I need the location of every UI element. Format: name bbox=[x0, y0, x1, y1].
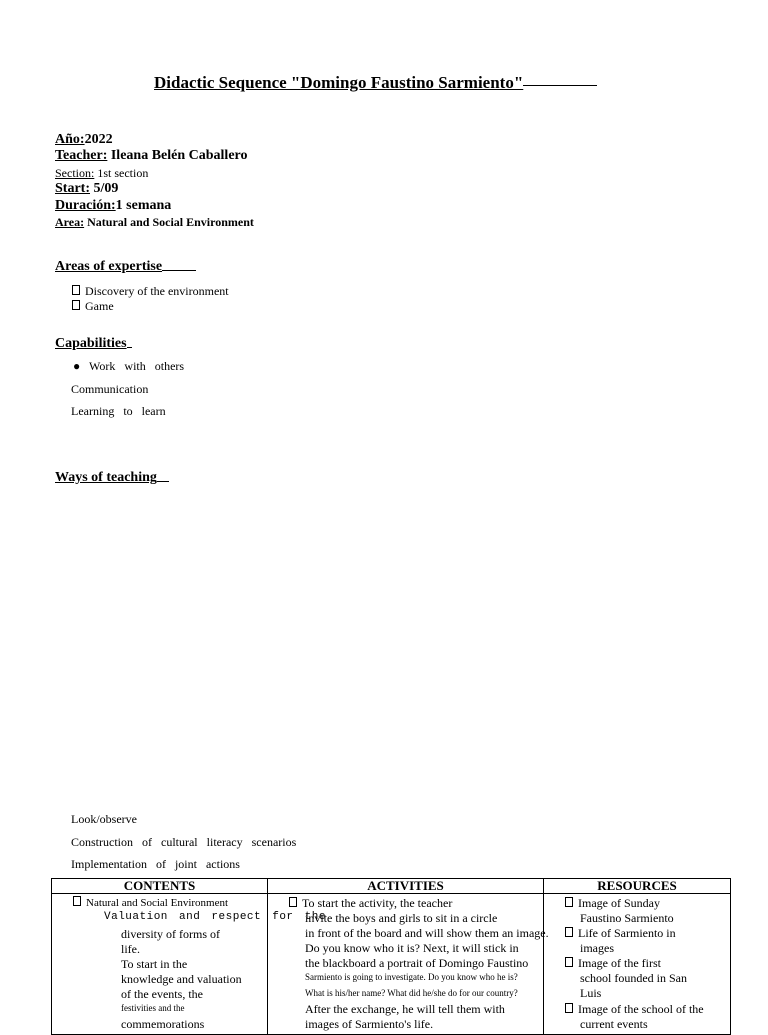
expertise-item-label: Discovery of the environment bbox=[85, 284, 229, 298]
capabilities-heading bbox=[55, 336, 132, 352]
capability-item bbox=[71, 404, 166, 419]
activities-column-header: ACTIVITIES bbox=[268, 879, 544, 894]
activities-line: the blackboard a portrait of Domingo Faustino bbox=[305, 956, 529, 970]
teaching-heading-tail bbox=[157, 481, 169, 482]
duration-line bbox=[55, 198, 171, 214]
contents-line bbox=[73, 896, 228, 909]
area-line bbox=[55, 215, 254, 230]
activities-line: What is his/her name? What did he/she do for our country? bbox=[305, 988, 518, 998]
resources-line: images bbox=[580, 941, 614, 955]
start-line bbox=[55, 181, 118, 197]
resources-cell bbox=[544, 894, 731, 1035]
contents-line: of the events, the bbox=[121, 987, 203, 1001]
page-title bbox=[154, 73, 597, 93]
teacher-label: Teacher: bbox=[55, 148, 108, 163]
activities-cell bbox=[268, 894, 549, 1035]
activities-line: invite the boys and girls to sit in a circle bbox=[305, 911, 498, 925]
contents-cell bbox=[52, 894, 326, 1035]
expertise-item bbox=[72, 299, 114, 314]
title-underline-tail bbox=[523, 85, 597, 86]
activities-line bbox=[289, 896, 452, 911]
teacher-value: Ileana Belén Caballero bbox=[110, 148, 248, 163]
activities-line: Do you know who it is? Next, it will stick in bbox=[305, 941, 519, 955]
section-label: Section: bbox=[55, 166, 95, 180]
activities-line: in front of the board and will show them an image. bbox=[305, 926, 549, 940]
duration-value: 1 semana bbox=[115, 198, 172, 213]
contents-line: festivities and the bbox=[121, 1003, 185, 1013]
checkbox-square-icon bbox=[565, 897, 573, 907]
resources-line bbox=[565, 926, 676, 941]
sequence-table bbox=[51, 878, 731, 1035]
year-value: 2022 bbox=[84, 132, 113, 147]
start-value: 5/09 bbox=[93, 181, 119, 196]
bullet-icon: ● bbox=[73, 359, 81, 373]
checkbox-square-icon bbox=[73, 896, 81, 906]
capabilities-heading-text: Capabilities bbox=[55, 336, 127, 351]
capability-item bbox=[73, 359, 184, 374]
activities-line: images of Sarmiento's life. bbox=[305, 1017, 434, 1031]
checkbox-square-icon bbox=[565, 1003, 573, 1013]
resources-line-text: Image of Sunday bbox=[578, 896, 660, 910]
checkbox-square-icon bbox=[72, 285, 80, 295]
area-value: Natural and Social Environment bbox=[87, 215, 254, 229]
section-line bbox=[55, 166, 148, 181]
title-text: Didactic Sequence "Domingo Faustino Sarmiento" bbox=[154, 73, 524, 92]
capability-item-label: Learning to learn bbox=[71, 404, 166, 418]
resources-line-text: Image of the first bbox=[578, 956, 661, 970]
contents-line: commemorations bbox=[121, 1017, 205, 1031]
capability-item bbox=[71, 382, 148, 397]
teaching-item-label: Implementation of joint actions bbox=[71, 857, 240, 871]
teacher-line bbox=[55, 148, 248, 164]
teaching-heading bbox=[55, 470, 169, 486]
capability-item-label: Communication bbox=[71, 382, 149, 396]
teaching-item bbox=[71, 812, 137, 827]
teaching-item bbox=[71, 857, 240, 872]
table-row bbox=[52, 894, 731, 1035]
resources-column-header: RESOURCES bbox=[544, 879, 731, 894]
contents-line: To start in the bbox=[121, 957, 188, 971]
resources-line bbox=[565, 956, 661, 971]
start-label: Start: bbox=[55, 181, 90, 196]
contents-line: life. bbox=[121, 942, 140, 956]
capabilities-heading-tail bbox=[127, 347, 132, 348]
teaching-item-label: Construction of cultural literacy scenarios bbox=[71, 835, 297, 849]
contents-line: knowledge and valuation bbox=[121, 972, 242, 986]
resources-line-text: Life of Sarmiento in bbox=[578, 926, 676, 940]
contents-line: Valuation and respect for the bbox=[104, 911, 326, 923]
contents-line: diversity of forms of bbox=[121, 927, 220, 941]
teaching-item-label: Look/observe bbox=[71, 812, 137, 826]
capability-item-label: Work with others bbox=[89, 359, 185, 373]
resources-line: school founded in San bbox=[580, 971, 687, 985]
checkbox-square-icon bbox=[72, 300, 80, 310]
resources-line bbox=[565, 896, 660, 911]
checkbox-square-icon bbox=[565, 927, 573, 937]
resources-line: Luis bbox=[580, 986, 602, 1000]
activities-line: Sarmiento is going to investigate. Do you know who he is? bbox=[305, 972, 518, 982]
resources-line: current events bbox=[580, 1017, 648, 1031]
expertise-item-label: Game bbox=[85, 299, 114, 313]
expertise-heading-tail bbox=[162, 270, 196, 271]
activities-line: After the exchange, he will tell them with bbox=[305, 1002, 505, 1016]
resources-line: Faustino Sarmiento bbox=[580, 911, 674, 925]
table-header-row bbox=[52, 879, 731, 894]
contents-line-text: Natural and Social Environment bbox=[86, 897, 229, 909]
section-value: 1st section bbox=[97, 166, 149, 180]
expertise-heading-text: Areas of expertise bbox=[55, 259, 163, 274]
duration-label: Duración: bbox=[55, 198, 116, 213]
year-label: Año: bbox=[55, 132, 85, 147]
resources-line-text: Image of the school of the bbox=[578, 1002, 704, 1016]
year-line bbox=[55, 132, 113, 148]
expertise-heading bbox=[55, 259, 196, 275]
teaching-item bbox=[71, 835, 296, 850]
contents-column-header: CONTENTS bbox=[52, 879, 268, 894]
checkbox-square-icon bbox=[289, 897, 297, 907]
resources-line bbox=[565, 1002, 704, 1017]
expertise-item bbox=[72, 284, 229, 299]
activities-line-text: To start the activity, the teacher bbox=[302, 896, 453, 910]
teaching-heading-text: Ways of teaching bbox=[55, 470, 157, 485]
area-label: Area: bbox=[55, 215, 85, 229]
checkbox-square-icon bbox=[565, 957, 573, 967]
